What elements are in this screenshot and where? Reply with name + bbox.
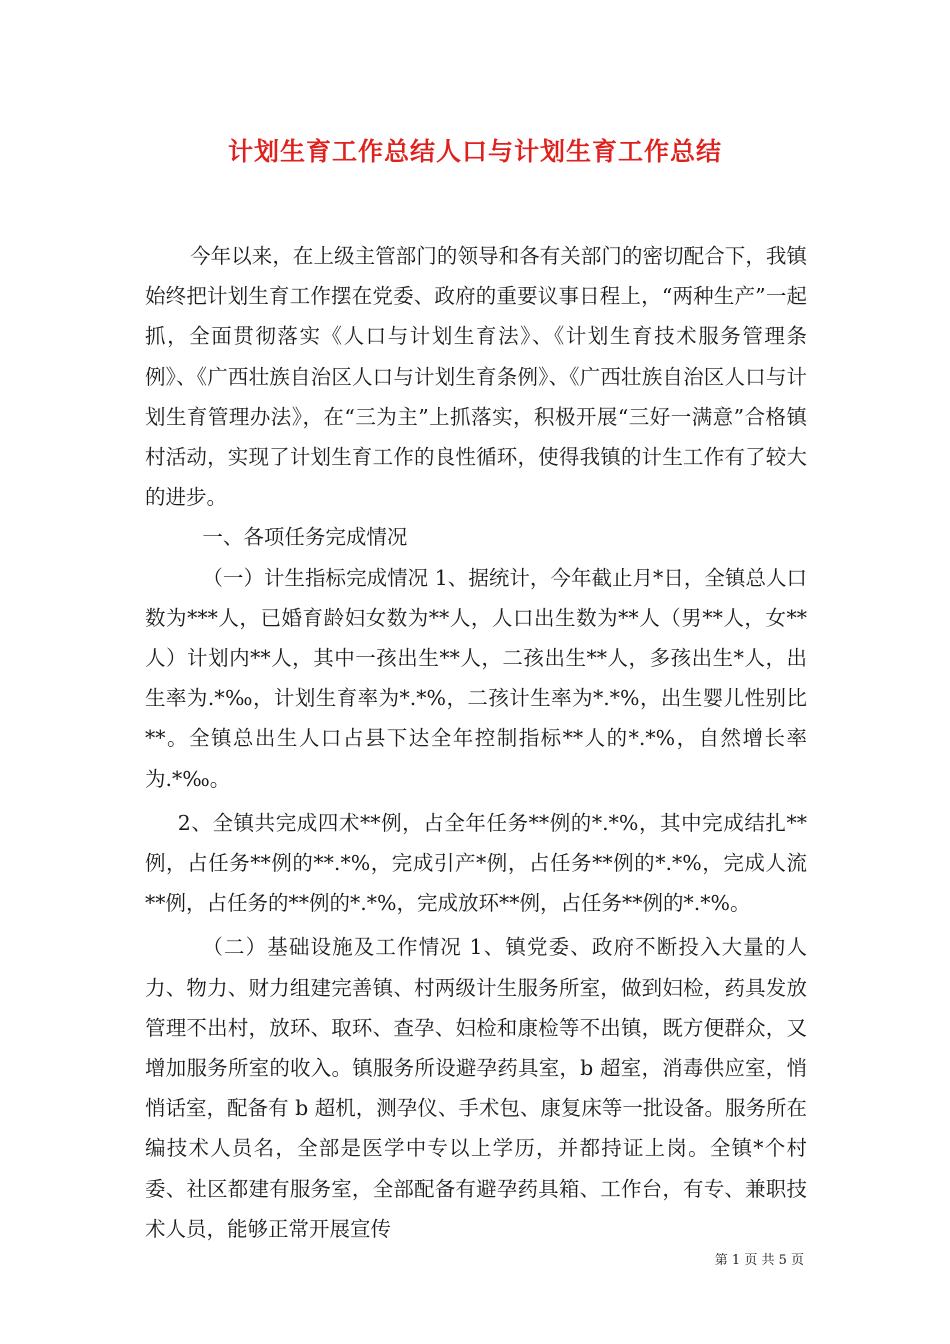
paragraph-infrastructure: （二）基础设施及工作情况 1、镇党委、政府不断投入大量的人力、物力、财力组建完善镇、村两级计生服务所室，做到妇检，药具发放管理不出村，放环、取环、查孕、妇检和康检等不出镇，既方便群众，又增加服务所室的收入。镇服务所设避孕药具室，b 超室，消毒供应室，悄悄话室，配备有 b 超机，测孕仪、手术包、康复床等一批设备。服务所在编技术人员名，全部是医学中专以上学历，并都持证上岗。全镇*个村委、社区都建有服务室，全部配备有避孕药具箱、工作台，有专、兼职技术人员，能够正常开展宣传	[145, 935, 807, 1241]
section-heading: 一、各项任务完成情况	[202, 525, 408, 550]
document-body	[145, 236, 807, 1249]
page-number: 第 1 页 共 5 页	[714, 1253, 804, 1268]
paragraph-surgeries: 2、全镇共完成四术**例，占全年任务**例的*.*%，其中完成结扎**例，占任务**例的**.*%，完成引产*例，占任务**例的*.*%，完成人流**例，占任务的**例的*.*%，完成放环**例，占任务**例的*.*%。	[145, 810, 807, 916]
paragraph-indicators: （一）计生指标完成情况 1、据统计，今年截止月*日，全镇总人口数为***人，已婚育龄妇女数为**人，人口出生数为**人（男**人，女**人）计划内**人，其中一孩出生**人，二孩出生**人，多孩出生*人，出生率为.*‰，计划生育率为*.*%，二孩计生率为*.*%，出生婴儿性别比**。全镇总出生人口占县下达全年控制指标**人的*.*%，自然增长率为.*‰。	[145, 565, 807, 791]
paragraph-intro: 今年以来，在上级主管部门的领导和各有关部门的密切配合下，我镇始终把计划生育工作摆在党委、政府的重要议事日程上，“两种生产”一起抓，全面贯彻落实《人口与计划生育法》、《计划生育技术服务管理条例》、《广西壮族自治区人口与计划生育条例》、《广西壮族自治区人口与计划生育管理办法》，在“三为主”上抓落实，积极开展“三好一满意”合格镇村活动，实现了计划生育工作的良性循环，使得我镇的计生工作有了较大的进步。	[145, 244, 807, 510]
document-title: 计划生育工作总结人口与计划生育工作总结	[227, 137, 722, 166]
